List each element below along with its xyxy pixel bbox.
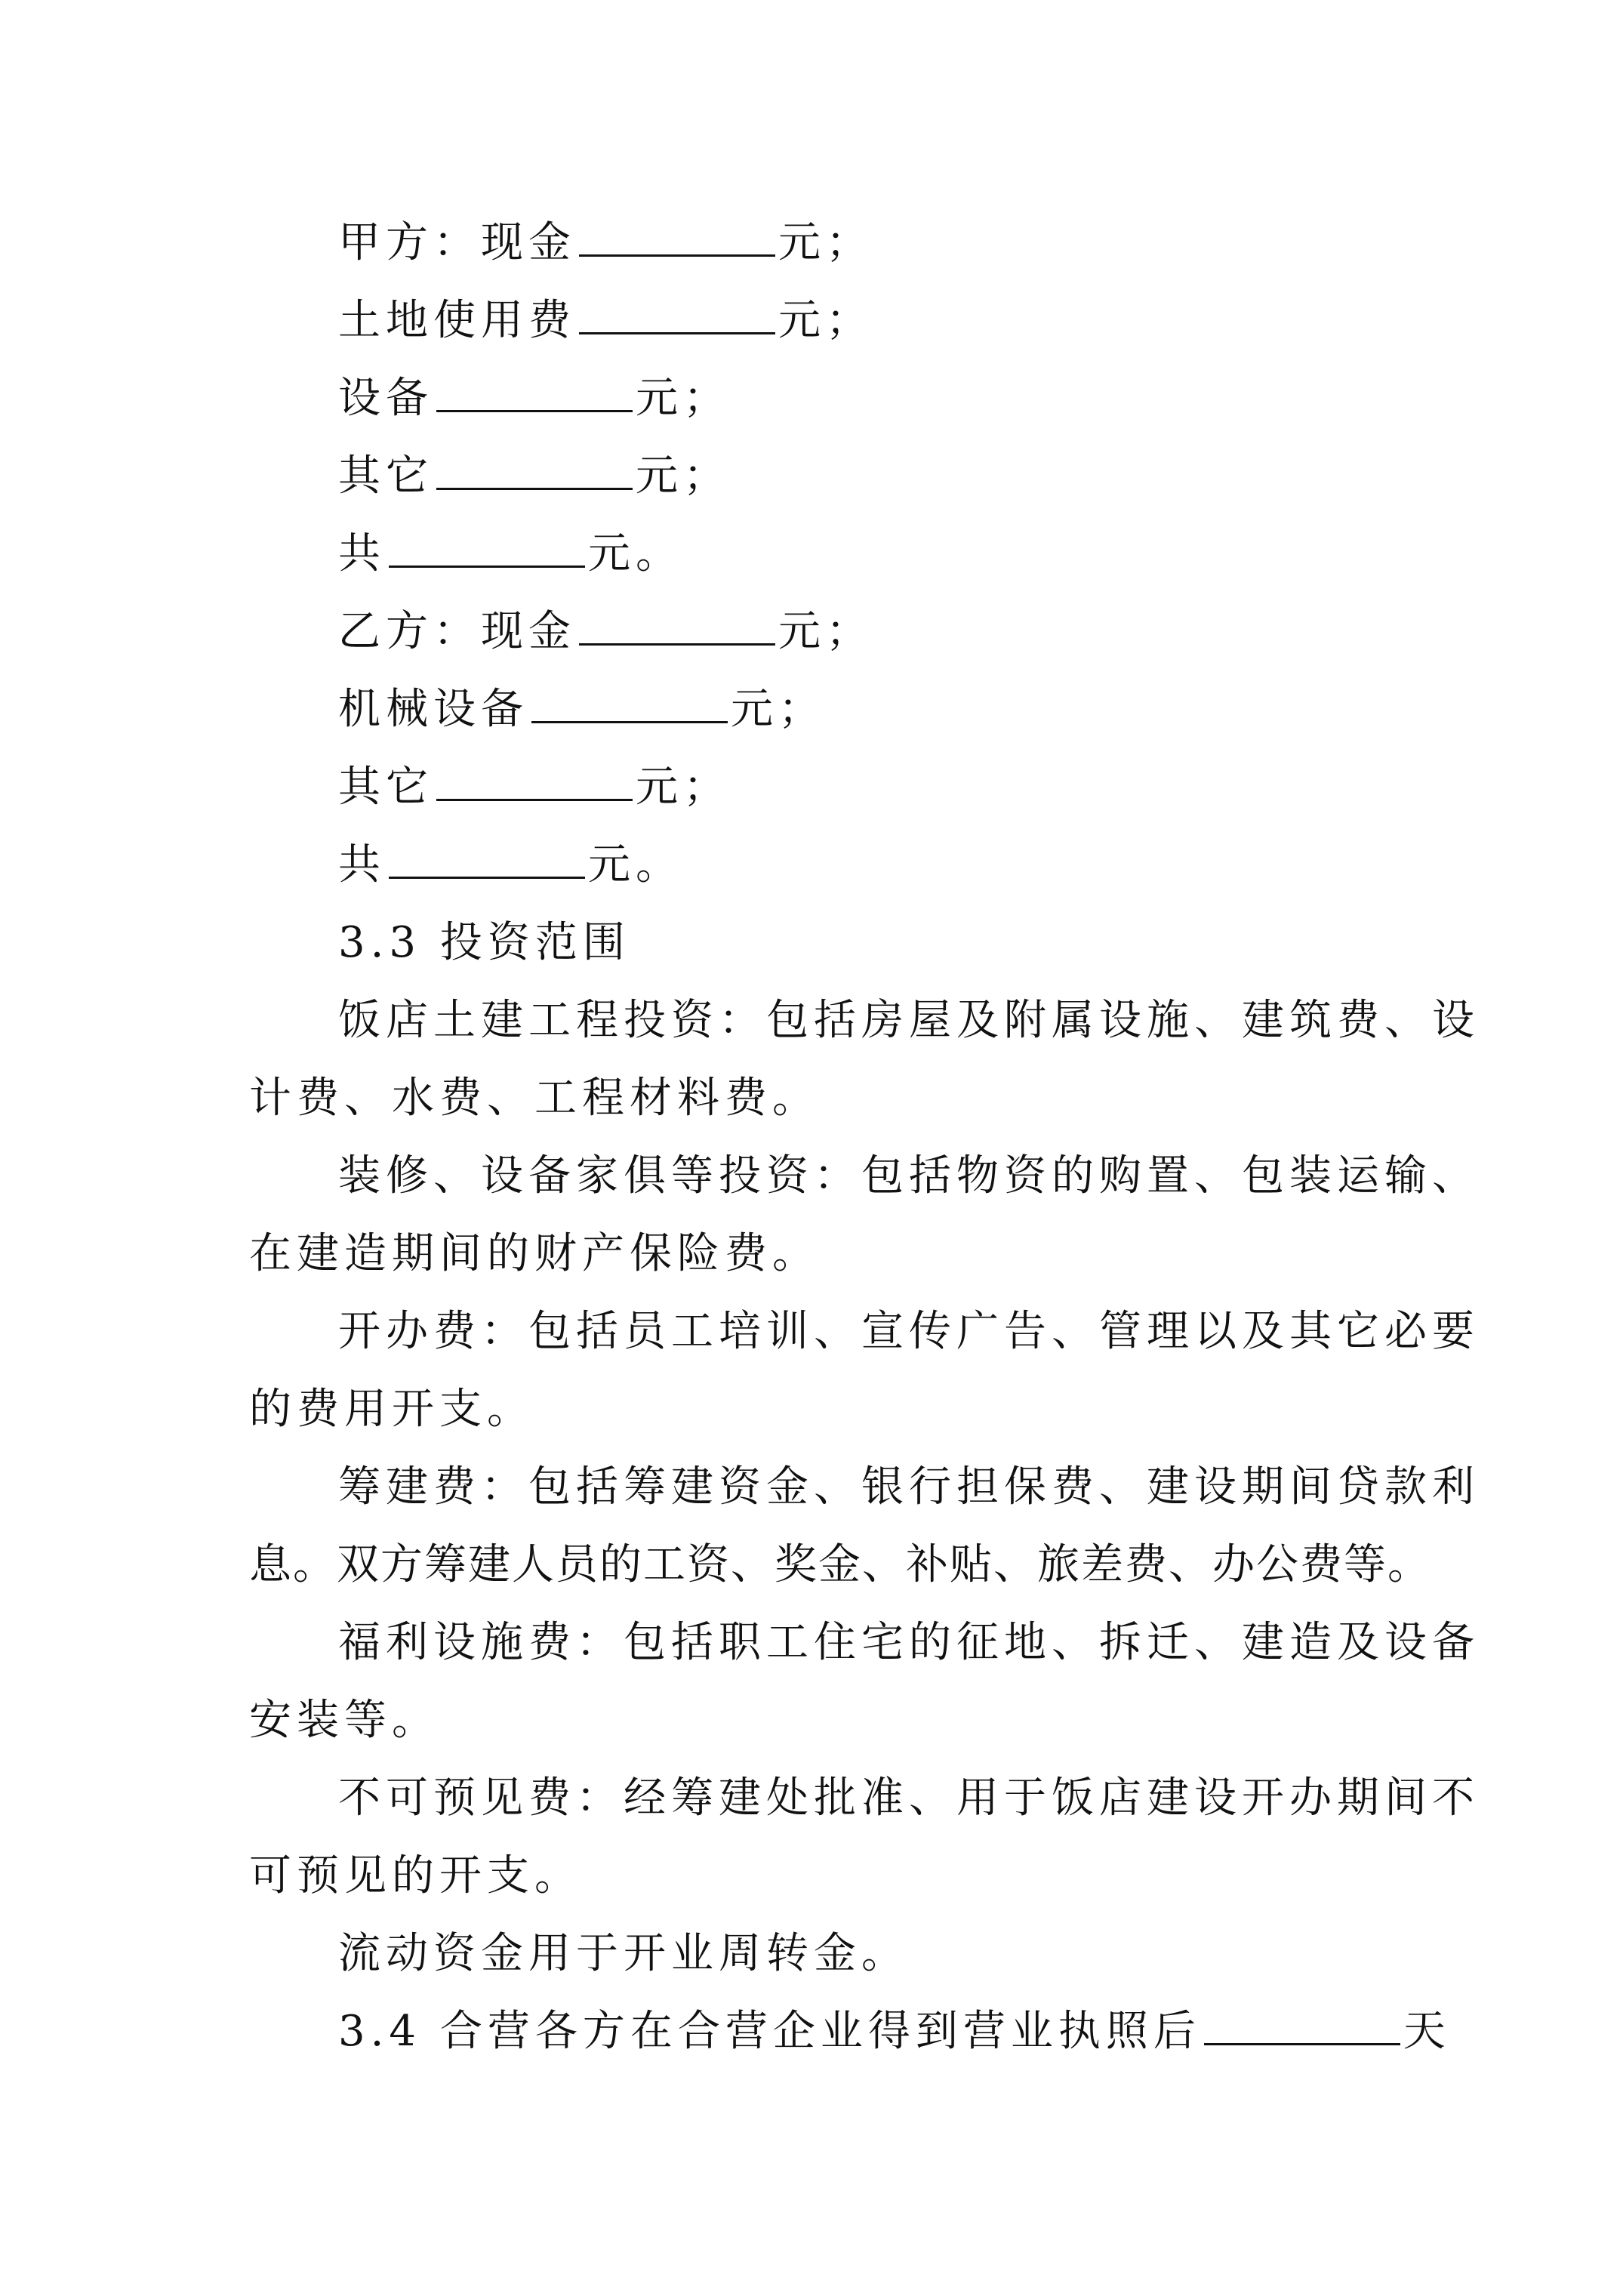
- fill-in-blank[interactable]: [579, 603, 775, 646]
- party-b-machinery-line: [338, 680, 826, 740]
- section-3-4-line: [338, 2002, 1451, 2062]
- unit-label: 元；: [778, 296, 873, 345]
- unit-label: 元；: [636, 763, 731, 812]
- party-a-land-fee-line: [338, 291, 873, 351]
- paragraph-line: 可预见的开支。: [249, 1851, 582, 1900]
- party-b-other-line: [338, 757, 731, 818]
- fill-in-blank[interactable]: [579, 291, 775, 334]
- party-a-land-fee-label: 土地使用费: [338, 296, 576, 345]
- fill-in-blank[interactable]: [579, 214, 775, 257]
- party-a-total-label: 共: [338, 529, 386, 578]
- party-a-total-line: [338, 524, 683, 584]
- paragraph-line: 计费、水费、工程材料费。: [249, 1074, 820, 1123]
- unit-label: 元。: [588, 529, 683, 578]
- fill-in-blank[interactable]: [531, 680, 728, 723]
- section-3-3-heading: 3.3 投资范围: [338, 918, 630, 967]
- fill-in-blank[interactable]: [389, 836, 585, 879]
- paragraph-line: 息。双方筹建人员的工资、奖金、补贴、旅差费、办公费等。: [249, 1540, 1431, 1589]
- paragraph-line: 流动资金用于开业周转金。: [338, 1929, 909, 1978]
- party-a-other-line: [338, 446, 731, 507]
- paragraph-line: 在建造期间的财产保险费。: [249, 1229, 820, 1278]
- section-3-4-unit: 天: [1403, 2007, 1451, 2056]
- paragraph-line: 安装等。: [249, 1696, 439, 1745]
- party-b-machinery-label: 机械设备: [338, 685, 528, 734]
- party-b-cash-label: 乙方：现金: [338, 607, 576, 656]
- paragraph-line: 开办费：包括员工培训、宣传广告、管理以及其它必要: [338, 1307, 1480, 1356]
- fill-in-blank[interactable]: [1204, 2002, 1400, 2045]
- unit-label: 元；: [636, 374, 731, 423]
- unit-label: 元；: [636, 451, 731, 501]
- section-3-4-text: 3.4 合营各方在合营企业得到营业执照后: [338, 2007, 1201, 2056]
- unit-label: 元；: [778, 607, 873, 656]
- party-a-other-label: 其它: [338, 451, 433, 501]
- fill-in-blank[interactable]: [389, 525, 585, 568]
- paragraph-line: 筹建费：包括筹建资金、银行担保费、建设期间贷款利: [338, 1462, 1480, 1512]
- party-b-total-label: 共: [338, 840, 386, 889]
- fill-in-blank[interactable]: [436, 447, 633, 490]
- party-a-equipment-line: [338, 368, 731, 429]
- party-b-other-label: 其它: [338, 763, 433, 812]
- party-b-cash-line: [338, 602, 873, 662]
- party-b-total-line: [338, 835, 683, 895]
- party-a-cash-label: 甲方：现金: [338, 218, 576, 267]
- paragraph-line: 福利设施费：包括职工住宅的征地、拆迁、建造及设备: [338, 1618, 1480, 1667]
- party-a-equipment-label: 设备: [338, 374, 433, 423]
- unit-label: 元。: [588, 840, 683, 889]
- fill-in-blank[interactable]: [436, 369, 633, 412]
- paragraph-line: 装修、设备家俱等投资：包括物资的购置、包装运输、: [338, 1151, 1480, 1200]
- fill-in-blank[interactable]: [436, 758, 633, 801]
- unit-label: 元；: [778, 218, 873, 267]
- unit-label: 元；: [731, 685, 826, 734]
- paragraph-line: 不可预见费：经筹建处批准、用于饭店建设开办期间不: [338, 1774, 1480, 1823]
- party-a-cash-line: [338, 213, 873, 273]
- paragraph-line: 饭店土建工程投资：包括房屋及附属设施、建筑费、设: [338, 996, 1480, 1045]
- paragraph-line: 的费用开支。: [249, 1385, 534, 1434]
